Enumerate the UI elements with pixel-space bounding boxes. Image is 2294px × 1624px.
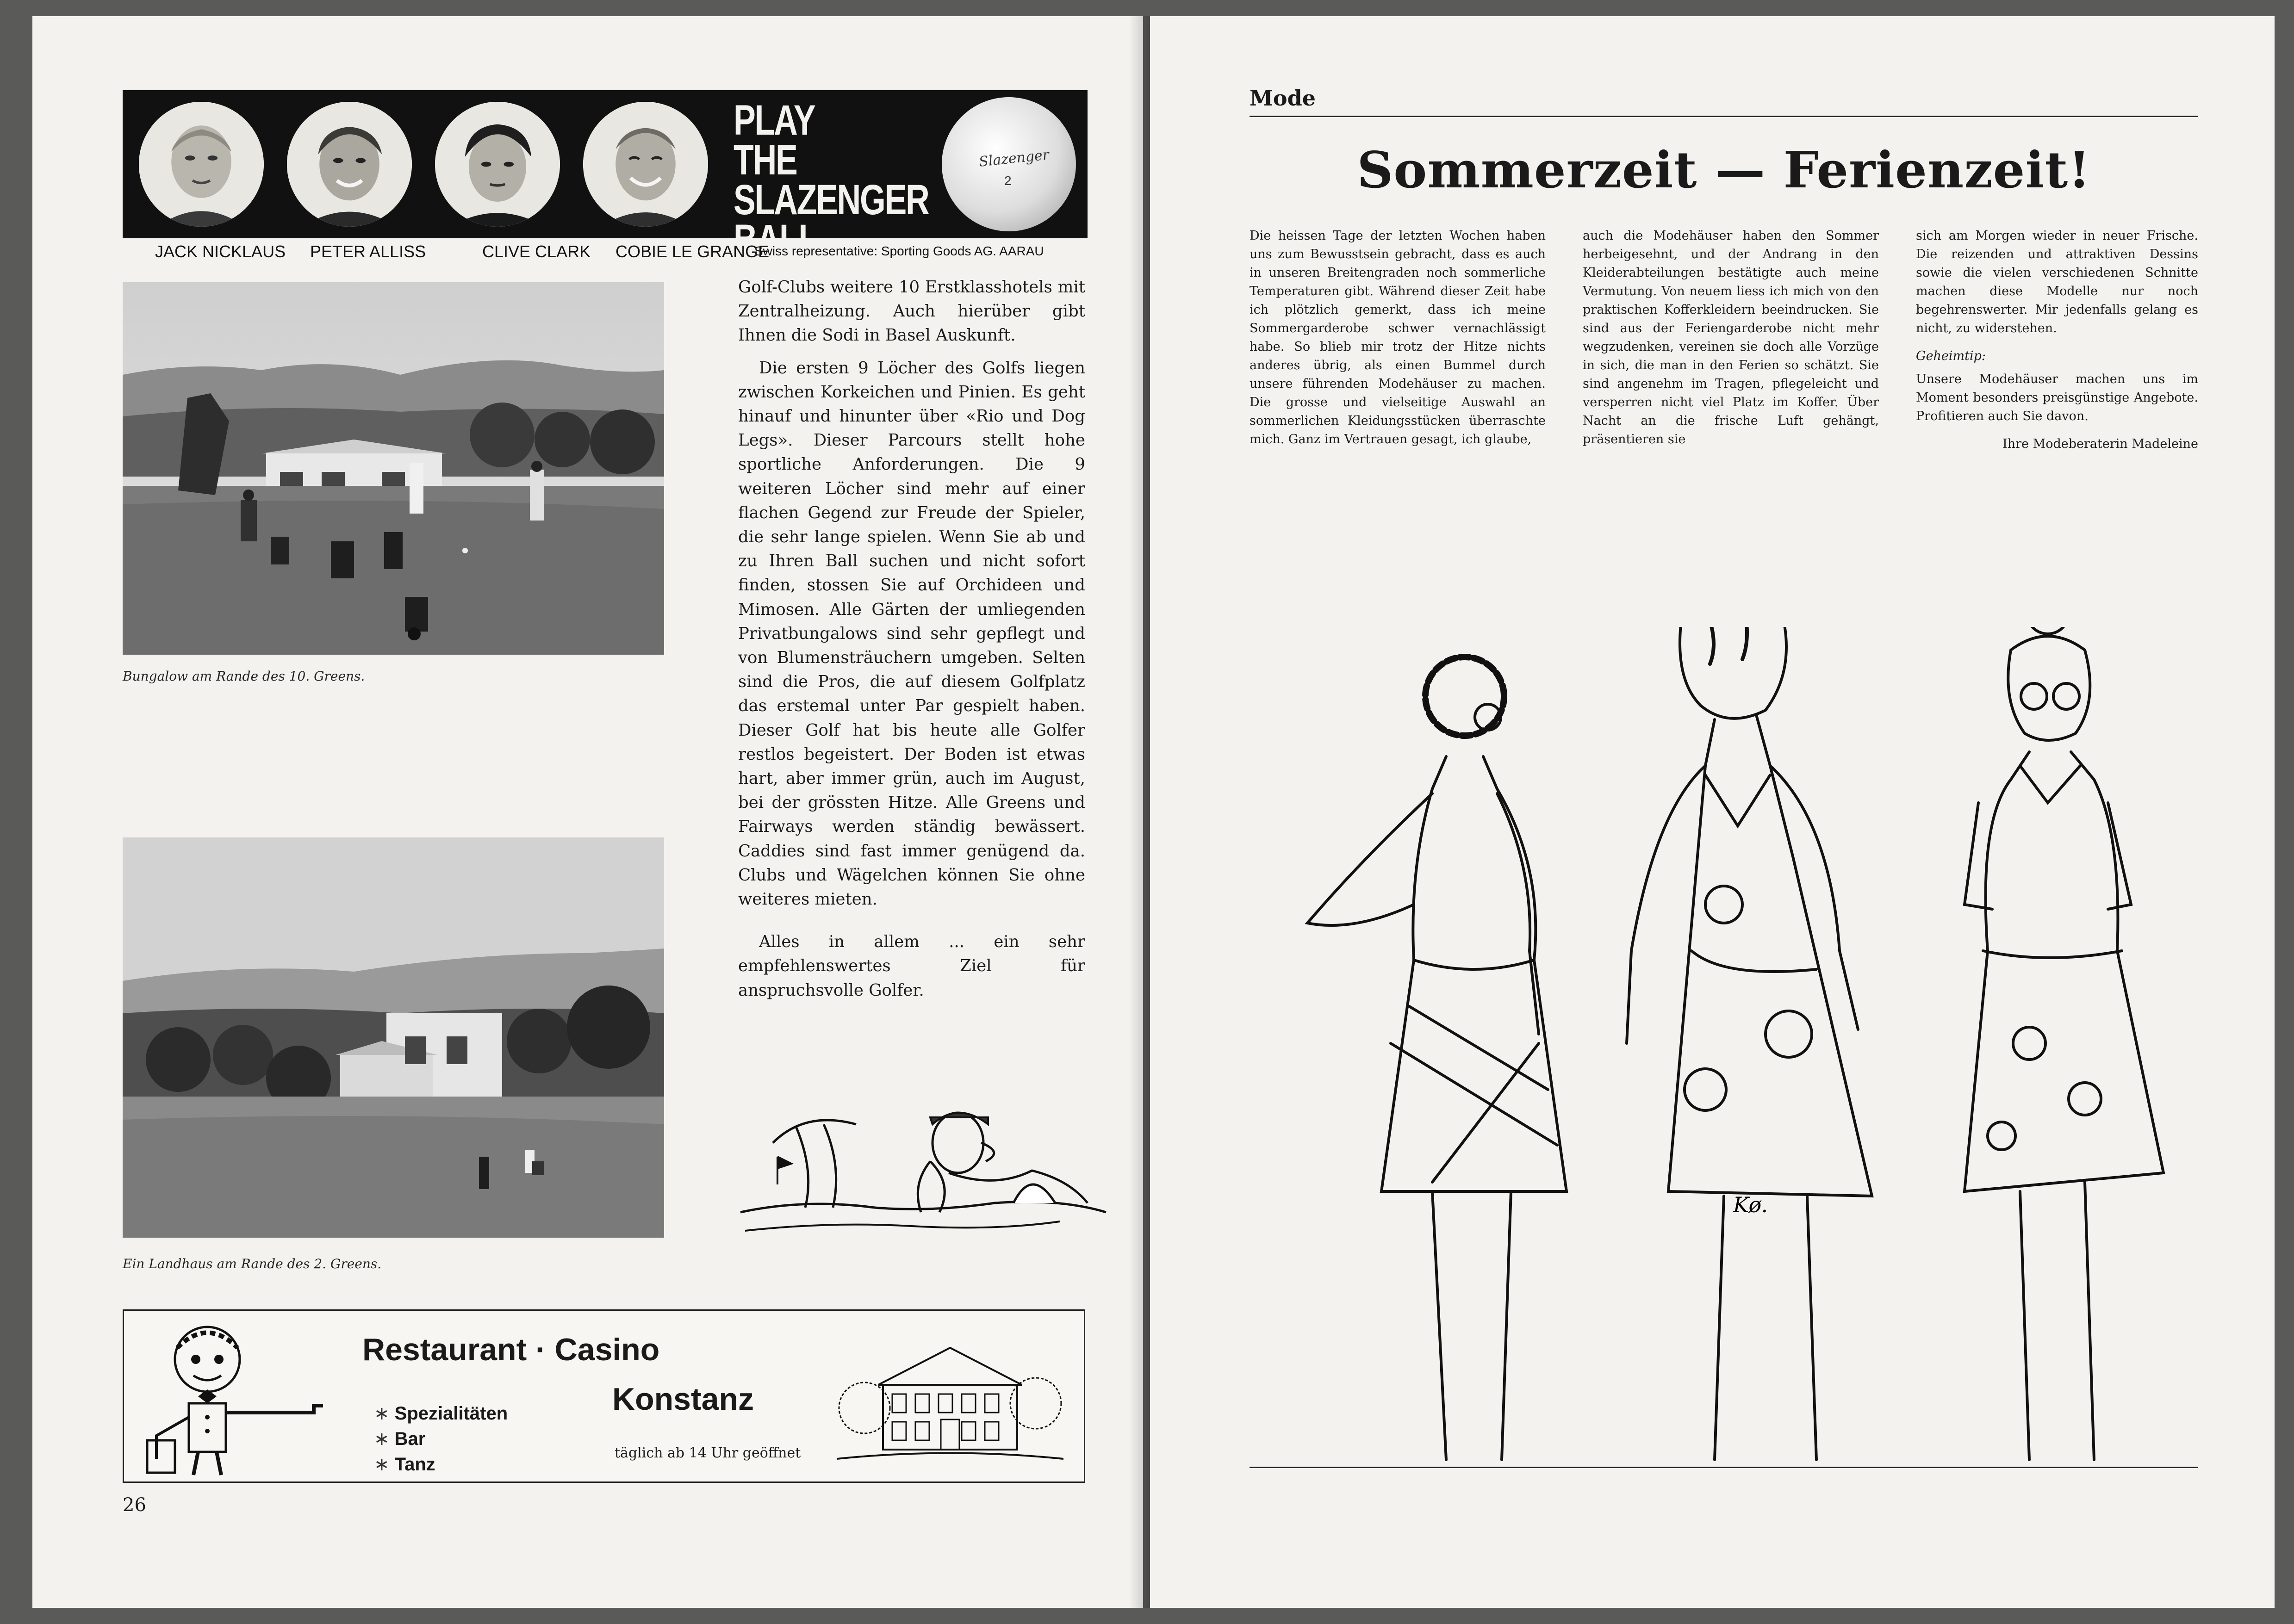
portrait-cobie-le-grange [583, 102, 708, 227]
article-column-3 [1916, 227, 2198, 453]
restaurant-feature: ∗ Spezialitäten [374, 1401, 508, 1426]
restaurant-title: Restaurant · Casino [362, 1332, 660, 1367]
swiss-representative: Swiss representative: Sporting Goods AG. AARAU [754, 244, 1044, 258]
tip-heading: Geheimtip: [1916, 349, 1986, 363]
photo-landhaus [123, 837, 664, 1238]
golfer-cartoon [736, 1073, 1111, 1245]
article-column-text: Die heissen Tage der letzten Wochen haben uns zum Bewusstsein gebracht, dass es auch in unseren Breitengraden noch sommerliche Temperaturen gibt. Während dieser Zeit habe ich plötzlich gemerkt, dass ich meine Sommergarderobe schwer vernachlässigt habe. So blieb mir trotz der Hitze nichts anderes übrig, als einen Bummel durch unsere führenden Modehäuser zu machen. Die grosse und vielseitige Auswahl an sommerlichen Kleidungsstücken überraschte mich. Ganz im Vertrauen gesagt, ich glaube, [1250, 229, 1546, 446]
photo-caption: Bungalow am Rande des 10. Greens. [123, 669, 365, 684]
tip-text: Unsere Modehäuser machen uns im Moment besonders preisgünstige Angebote. Profitieren auch Sie davon. [1916, 372, 2198, 423]
slazenger-headline: PLAY THE SLAZENGER BALL [734, 97, 929, 263]
article-paragraph: Alles in allem ... ein sehr empfehlenswertes Ziel für anspruchsvolle Golfer. [738, 932, 1085, 1000]
restaurant-feature: ∗ Tanz [374, 1452, 508, 1477]
article-column-2 [1583, 227, 1879, 449]
portrait-clive-clark [435, 102, 560, 227]
golf-ball-brand: Slazenger [978, 147, 1050, 170]
player-names [123, 242, 1088, 265]
article-column-1 [1250, 227, 1546, 449]
page-number: 26 [123, 1494, 146, 1516]
restaurant-feature: ∗ Bar [374, 1426, 508, 1452]
photo-bungalow [123, 282, 664, 655]
restaurant-hours: täglich ab 14 Uhr geöffnet [615, 1445, 801, 1461]
article-paragraph: Die ersten 9 Löcher des Golfs liegen zwischen Korkeichen und Pinien. Es geht hinauf und hinunter über «Rio und Dog Legs». Dieser Parcours stellt hohe sportliche Anforderungen. Die 9 weiteren Löcher sind mehr auf einer flachen Gegend zur Freude der Spieler, die sehr lange spielen. Wenn Sie ab und zu Ihren Ball suchen und nicht sofort finden, stossen Sie auf Orchideen und Mimosen. Alle Gärten der umliegenden Privatbungalows sind sehr gepflegt und von Blumensträuchern umgeben. Selten sind die Pros, die auf diesem Golfplatz das erstemal unter Par gespielt haben. Dieser Golf hat bis heute alle Golfer restlos begeistert. Der Boden ist etwas hart, aber immer grün, auch im August, bei der grössten Hitze. Alle Greens und Fairways werden ständig bewässert. Caddies sind fast immer genügend da. Clubs und Wägelchen können Sie ohne weiteres mieten. [738, 358, 1085, 909]
footer-rule [1250, 1467, 2198, 1468]
photo-caption: Ein Landhaus am Rande des 2. Greens. [123, 1256, 382, 1271]
restaurant-features [374, 1401, 508, 1477]
signature: Ihre Modeberaterin Madeleine [2002, 437, 2198, 451]
golf-ball-image [942, 97, 1076, 231]
waiter-illustration [138, 1320, 360, 1480]
player-name: COBIE LE GRANGE [615, 242, 770, 261]
casino-building-illustration [837, 1329, 1063, 1468]
golf-ball-number: 2 [1004, 174, 1012, 188]
right-page [1150, 16, 2275, 1608]
player-name: PETER ALLISS [310, 242, 426, 261]
fashion-sketch-three-models [1215, 627, 2233, 1483]
portrait-jack-nicklaus [139, 102, 264, 227]
left-page [32, 16, 1143, 1608]
player-name: JACK NICKLAUS [155, 242, 286, 261]
restaurant-city: Konstanz [612, 1382, 754, 1417]
article-column-text: sich am Morgen wieder in neuer Frische. Die reizenden und attraktiven Dessins sowie die vielen verschiedenen Schnitte machen diese Modelle nur noch begehrenswerter. Mir jedenfalls gelang es nicht, zu widerstehen. [1916, 229, 2198, 335]
artist-mark: Kø. [1733, 1192, 1768, 1217]
page-headline: Sommerzeit — Ferienzeit! [1357, 141, 2091, 199]
player-name: CLIVE CLARK [482, 242, 591, 261]
section-title: Mode [1250, 86, 1316, 111]
header-rule [1250, 116, 2198, 117]
article-column-text: auch die Modehäuser haben den Sommer herbeigesehnt, und der Andrang in den Kleiderabteilungen bestätigte auch meine Vermutung. Von neuem liess ich mich von den praktischen Kofferkleidern beeindrucken. Sie sind aus der Feriengarderobe nicht mehr wegzudenken, vereinen sie doch alle Vorzüge in sich, die man in den Ferien so schätzt. Sie sind angenehm im Tragen, pflegeleicht und versperren nicht viel Platz im Koffer. Über Nacht an die frische Luft gehängt, präsentieren sie [1583, 229, 1879, 446]
article-paragraph: Golf-Clubs weitere 10 Erstklasshotels mit Zentralheizung. Auch hierüber gibt Ihnen die Sodi in Basel Auskunft. [738, 278, 1085, 345]
article-golf-text [738, 275, 1085, 1003]
restaurant-ad [123, 1309, 1085, 1483]
portrait-peter-alliss [287, 102, 412, 227]
